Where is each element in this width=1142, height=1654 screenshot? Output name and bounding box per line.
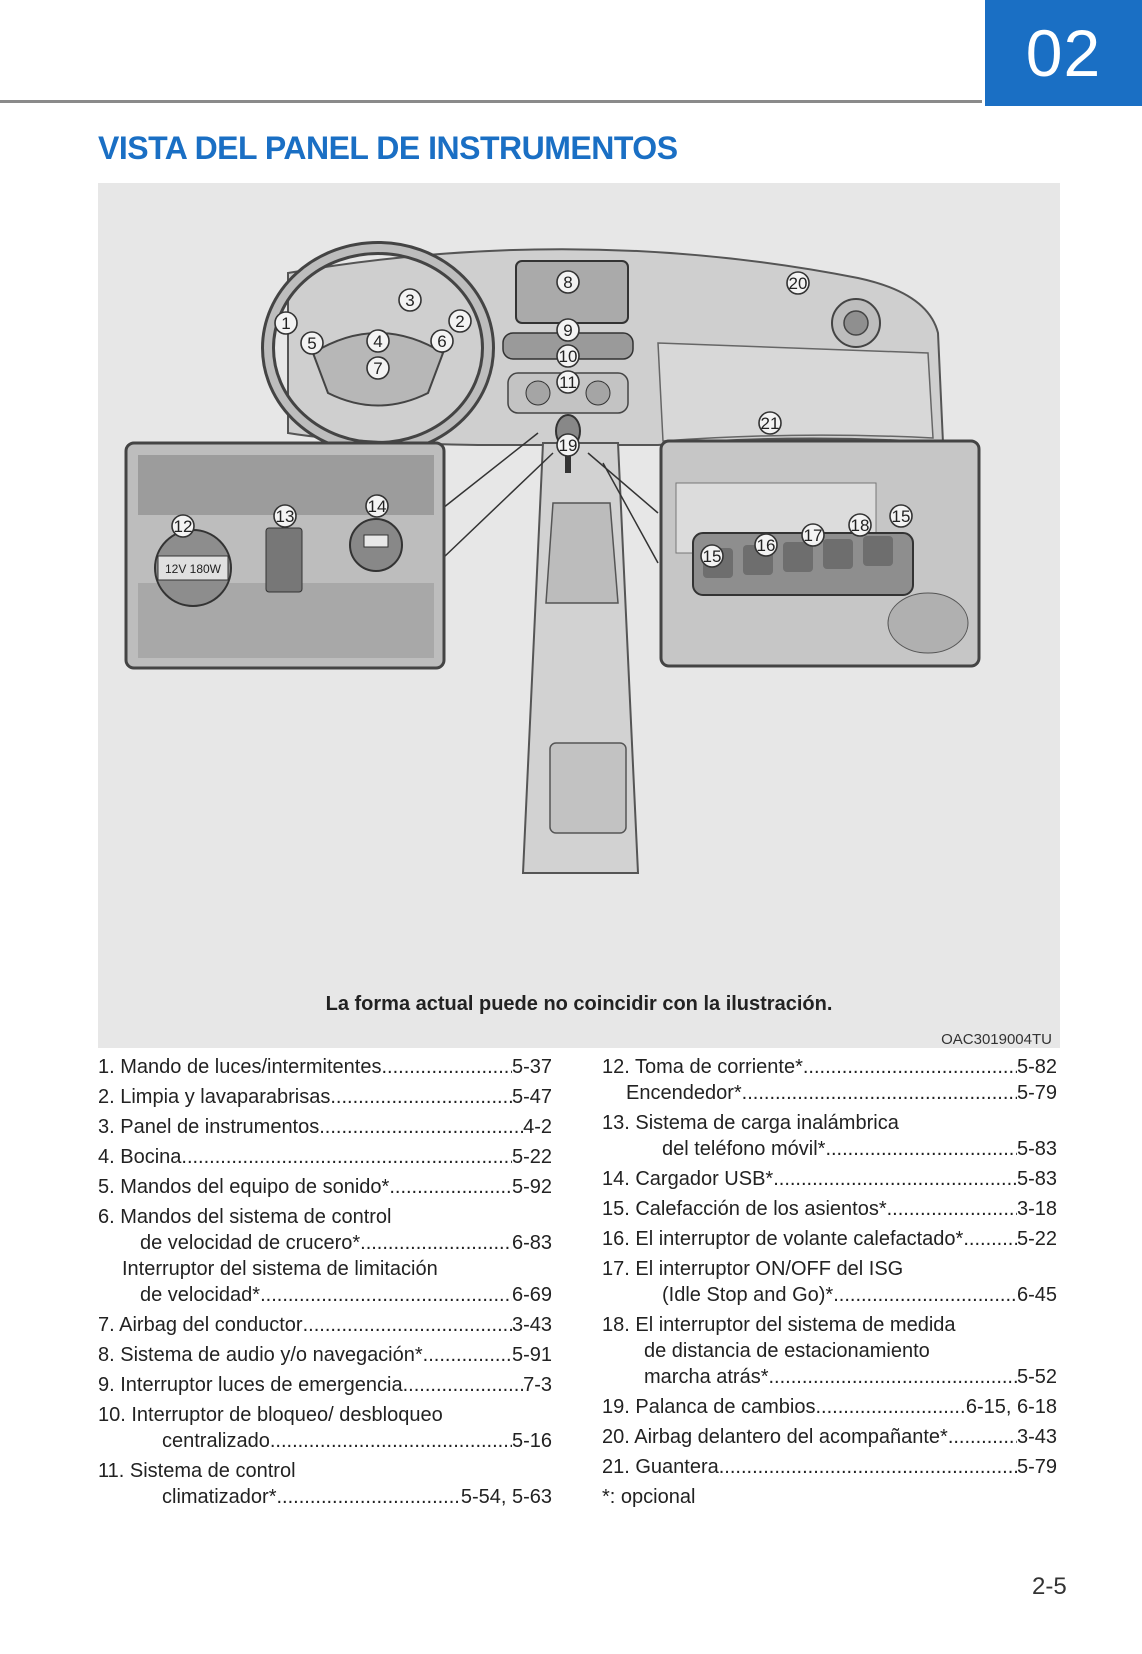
legend-text: 7. Airbag del conductor <box>98 1314 303 1336</box>
callout-21 <box>759 412 781 434</box>
legend-line <box>98 1484 552 1510</box>
legend-text: 12. Toma de corriente* <box>602 1056 803 1078</box>
legend-page-ref: 6-45 <box>1016 1284 1057 1306</box>
legend-text: (Idle Stop and Go)* <box>662 1284 834 1306</box>
dot-leader <box>403 1372 523 1398</box>
legend-text: 19. Palanca de cambios <box>602 1396 816 1418</box>
legend-right-column <box>602 1054 1057 1510</box>
dot-leader <box>815 1394 965 1420</box>
svg-text:5: 5 <box>307 334 317 353</box>
legend-line <box>602 1226 1057 1252</box>
dot-leader <box>330 1084 512 1110</box>
legend-line <box>98 1054 552 1080</box>
dot-leader <box>963 1226 1017 1252</box>
dot-leader <box>887 1196 1017 1222</box>
legend-item <box>602 1256 1057 1308</box>
legend-page-ref: 6-83 <box>511 1232 552 1254</box>
callout-20 <box>787 272 809 294</box>
legend-line <box>98 1402 552 1428</box>
legend-page-ref: 3-43 <box>511 1314 552 1336</box>
legend-text: 8. Sistema de audio y/o navegación* <box>98 1344 423 1366</box>
legend-text: 15. Calefacción de los asientos* <box>602 1198 887 1220</box>
legend-line <box>98 1230 552 1256</box>
legend-text: 2. Limpia y lavaparabrisas <box>98 1086 331 1108</box>
legend-text: de velocidad de crucero* <box>140 1232 361 1254</box>
legend-page-ref: 5-92 <box>511 1176 552 1198</box>
legend-text: de distancia de estacionamiento <box>644 1340 930 1362</box>
legend-text: 16. El interruptor de volante calefactado* <box>602 1228 964 1250</box>
legend-line <box>602 1110 1057 1136</box>
legend-item <box>98 1402 552 1454</box>
legend-text: climatizador* <box>162 1486 277 1508</box>
dot-leader <box>382 1054 512 1080</box>
dot-leader <box>773 1166 1017 1192</box>
callout-19 <box>557 434 579 456</box>
legend-item <box>98 1114 552 1140</box>
legend-item <box>602 1454 1057 1480</box>
legend-text: 18. El interruptor del sistema de medida <box>602 1314 956 1336</box>
dot-leader <box>303 1312 512 1338</box>
legend-item <box>602 1226 1057 1252</box>
dot-leader <box>833 1282 1017 1308</box>
legend-text: 4. Bocina <box>98 1146 182 1168</box>
figure-code: OAC3019004TU <box>941 1031 1052 1048</box>
legend-item <box>98 1342 552 1368</box>
callout-3 <box>399 289 421 311</box>
svg-text:11: 11 <box>559 373 577 392</box>
legend-page-ref: 5-16 <box>511 1430 552 1452</box>
svg-text:8: 8 <box>563 273 573 292</box>
legend-item <box>602 1312 1057 1390</box>
legend-line <box>602 1136 1057 1162</box>
callout-1 <box>275 312 297 334</box>
callout-15-left <box>701 545 723 567</box>
legend-left-column <box>98 1054 552 1510</box>
svg-text:7: 7 <box>373 359 383 378</box>
legend-line <box>98 1282 552 1308</box>
callout-8 <box>557 271 579 293</box>
legend-text: 3. Panel de instrumentos <box>98 1116 320 1138</box>
legend-line <box>98 1342 552 1368</box>
legend-page-ref: 3-18 <box>1016 1198 1057 1220</box>
legend-item <box>98 1174 552 1200</box>
legend-line <box>98 1204 552 1230</box>
legend-page-ref: 5-79 <box>1016 1456 1057 1478</box>
callout-15-right <box>890 505 912 527</box>
legend-line <box>602 1364 1057 1390</box>
svg-text:10: 10 <box>558 347 578 366</box>
legend-text: 14. Cargador USB* <box>602 1168 774 1190</box>
svg-text:3: 3 <box>405 291 415 310</box>
dot-leader <box>389 1174 512 1200</box>
legend-text: 21. Guantera <box>602 1456 719 1478</box>
legend-item <box>98 1458 552 1510</box>
svg-text:17: 17 <box>803 526 823 545</box>
legend-line <box>602 1424 1057 1450</box>
dot-leader <box>423 1342 512 1368</box>
legend-page-ref: 4-2 <box>523 1116 552 1138</box>
dot-leader <box>360 1230 512 1256</box>
callout-18 <box>849 514 871 536</box>
legend-text: del teléfono móvil* <box>662 1138 826 1160</box>
dot-leader <box>276 1484 460 1510</box>
figure-caption: La forma actual puede no coincidir con la ilustración. <box>325 993 833 1015</box>
header-rule <box>0 100 982 103</box>
legend-page-ref: 5-22 <box>511 1146 552 1168</box>
legend-line <box>98 1458 552 1484</box>
dot-leader <box>270 1428 512 1454</box>
socket-label: 12V 180W <box>164 562 222 576</box>
glovebox-shape <box>658 343 933 441</box>
legend-line <box>602 1054 1057 1080</box>
svg-text:14: 14 <box>367 497 387 516</box>
callout-7 <box>367 357 389 379</box>
dot-leader <box>825 1136 1017 1162</box>
legend-line <box>602 1196 1057 1222</box>
legend-text: 11. Sistema de control <box>98 1460 296 1482</box>
legend-item <box>98 1054 552 1080</box>
dashboard-drawing <box>98 183 1060 983</box>
callout-9 <box>557 319 579 341</box>
callout-5 <box>301 332 323 354</box>
callout-12 <box>172 515 194 537</box>
legend-text: 20. Airbag delantero del acompañante* <box>602 1426 948 1448</box>
legend-page-ref: 5-83 <box>1016 1168 1057 1190</box>
legend-text: 6. Mandos del sistema de control <box>98 1206 392 1228</box>
svg-text:21: 21 <box>760 414 780 433</box>
legend-page-ref: 5-47 <box>511 1086 552 1108</box>
legend-text: 10. Interruptor de bloqueo/ desbloqueo <box>98 1404 443 1426</box>
svg-text:13: 13 <box>275 507 295 526</box>
chapter-tab: 02 <box>985 0 1142 106</box>
legend-text: 5. Mandos del equipo de sonido* <box>98 1176 390 1198</box>
legend-line <box>602 1454 1057 1480</box>
legend-item <box>602 1484 1057 1510</box>
callout-17 <box>802 524 824 546</box>
svg-text:2: 2 <box>455 312 465 331</box>
legend-item <box>98 1372 552 1398</box>
legend-line <box>98 1372 552 1398</box>
legend-line <box>602 1312 1057 1338</box>
callout-11 <box>557 371 579 393</box>
dashboard-illustration <box>98 183 1060 1048</box>
legend-line <box>602 1166 1057 1192</box>
legend-page-ref: 5-37 <box>511 1056 552 1078</box>
legend-item <box>602 1054 1057 1106</box>
legend-item <box>98 1144 552 1170</box>
legend-line <box>98 1256 552 1282</box>
legend-text: 1. Mando de luces/intermitentes <box>98 1056 382 1078</box>
legend-page-ref: 7-3 <box>523 1374 552 1396</box>
callout-2 <box>449 310 471 332</box>
dot-leader <box>769 1364 1017 1390</box>
svg-text:4: 4 <box>373 332 383 351</box>
callout-14 <box>366 495 388 517</box>
legend-page-ref: 5-83 <box>1016 1138 1057 1160</box>
legend-line <box>98 1312 552 1338</box>
dot-leader <box>719 1454 1017 1480</box>
legend-page-ref: 6-15, 6-18 <box>965 1396 1057 1418</box>
legend-item <box>602 1166 1057 1192</box>
dot-leader <box>803 1054 1017 1080</box>
legend-item <box>602 1394 1057 1420</box>
legend-page-ref: 5-91 <box>511 1344 552 1366</box>
legend-line <box>98 1084 552 1110</box>
legend-item <box>98 1312 552 1338</box>
page-title: VISTA DEL PANEL DE INSTRUMENTOS <box>98 130 678 166</box>
legend-item <box>602 1424 1057 1450</box>
legend-line <box>98 1114 552 1140</box>
legend-line <box>98 1144 552 1170</box>
svg-text:1: 1 <box>281 314 291 333</box>
legend-text: Encendedor* <box>626 1082 742 1104</box>
svg-text:15: 15 <box>702 547 722 566</box>
callout-16 <box>755 534 777 556</box>
callout-10 <box>557 345 579 367</box>
page-number: 2-5 <box>1032 1573 1067 1600</box>
legend-line <box>602 1338 1057 1364</box>
svg-text:18: 18 <box>850 516 870 535</box>
legend-page-ref: 6-69 <box>511 1284 552 1306</box>
legend-text: 13. Sistema de carga inalámbrica <box>602 1112 899 1134</box>
dot-leader <box>181 1144 512 1170</box>
legend-line <box>602 1394 1057 1420</box>
legend-page-ref: 5-52 <box>1016 1366 1057 1388</box>
legend-page-ref: 5-54, 5-63 <box>460 1486 552 1508</box>
legend-line <box>98 1174 552 1200</box>
svg-text:12: 12 <box>173 517 193 536</box>
legend-item <box>602 1196 1057 1222</box>
legend-text: 9. Interruptor luces de emergencia <box>98 1374 403 1396</box>
dot-leader <box>260 1282 512 1308</box>
dot-leader <box>742 1080 1017 1106</box>
legend-page-ref: 3-43 <box>1016 1426 1057 1448</box>
legend-item <box>602 1110 1057 1162</box>
legend-page-ref: 5-82 <box>1016 1056 1057 1078</box>
callout-13 <box>274 505 296 527</box>
callout-6 <box>431 330 453 352</box>
legend-text: marcha atrás* <box>644 1366 769 1388</box>
svg-text:6: 6 <box>437 332 447 351</box>
legend-line <box>602 1282 1057 1308</box>
svg-text:19: 19 <box>558 436 578 455</box>
legend-item <box>98 1084 552 1110</box>
legend-page-ref: 5-22 <box>1016 1228 1057 1250</box>
svg-text:16: 16 <box>756 536 776 555</box>
dot-leader <box>319 1114 523 1140</box>
legend-line <box>98 1428 552 1454</box>
legend-line <box>602 1080 1057 1106</box>
legend-text: 17. El interruptor ON/OFF del ISG <box>602 1258 904 1280</box>
svg-text:9: 9 <box>563 321 573 340</box>
legend-text: *: opcional <box>602 1486 696 1508</box>
legend-page-ref: 5-79 <box>1016 1082 1057 1104</box>
dot-leader <box>948 1424 1017 1450</box>
legend-text: de velocidad* <box>140 1284 261 1306</box>
legend-line <box>602 1484 1057 1510</box>
callout-4 <box>367 330 389 352</box>
legend-line <box>602 1256 1057 1282</box>
legend-text: Interruptor del sistema de limitación <box>122 1258 438 1280</box>
svg-text:15: 15 <box>891 507 911 526</box>
legend-item <box>98 1204 552 1308</box>
legend-text: centralizado <box>162 1430 270 1452</box>
svg-text:20: 20 <box>788 274 808 293</box>
